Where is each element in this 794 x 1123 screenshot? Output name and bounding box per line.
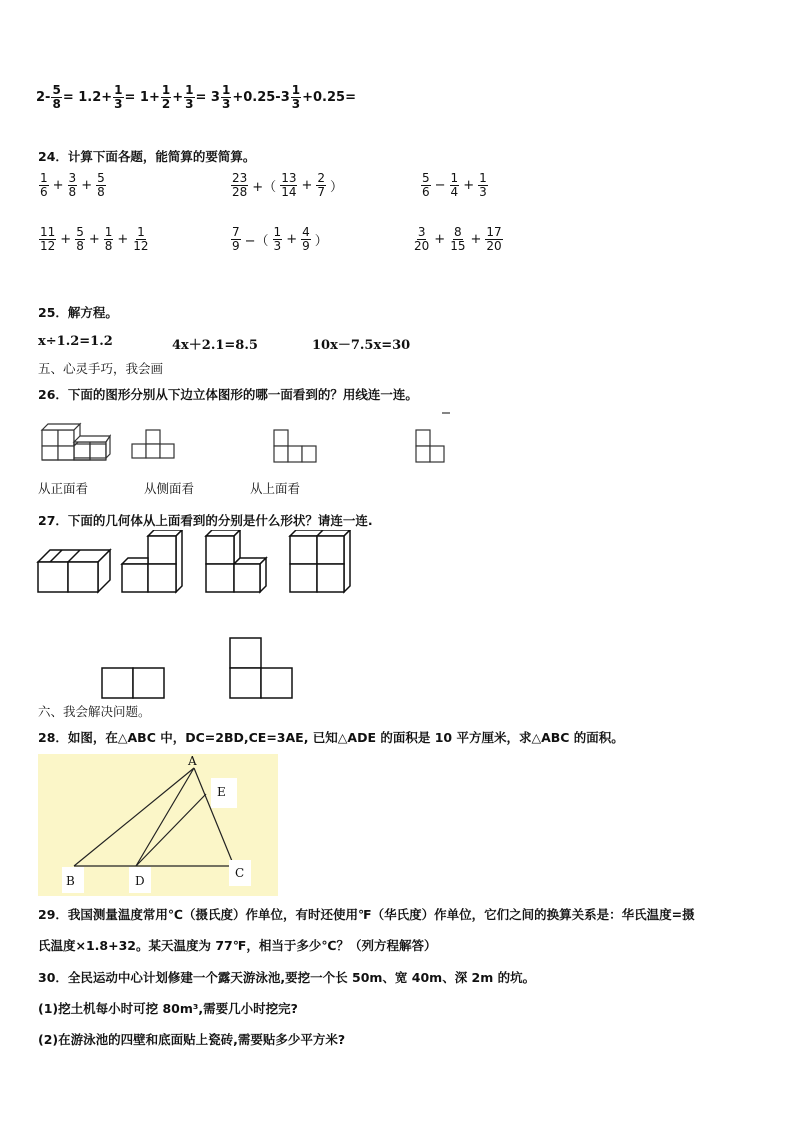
- expr-text: = 1+: [124, 90, 160, 105]
- section-6-heading: 六、我会解决问题。: [38, 704, 151, 719]
- q26-label-side: 从侧面看: [144, 481, 195, 496]
- q28-triangle-diagram: [38, 754, 278, 896]
- fraction: $\frac{1}{3}$: [291, 83, 301, 111]
- expr-text: +0.25=: [302, 90, 356, 105]
- vertex-label-e: E: [217, 785, 226, 799]
- q26-view-2: [274, 430, 316, 462]
- line-ab: [74, 768, 194, 866]
- q27-solid-4: [290, 530, 350, 592]
- q27-solids: [36, 530, 366, 600]
- q25-title: 25．解方程。: [38, 305, 118, 320]
- line-ad: [136, 768, 194, 866]
- q24-expr-4: $\frac{11}{12}$ + $\frac{5}{8}$ + $\frac{1}{8}$ + $\frac{1}{12}$: [40, 225, 149, 253]
- q26-solid-figure: [42, 424, 110, 460]
- vertex-label-a: A: [188, 754, 197, 768]
- section-5-heading: 五、心灵手巧，我会画: [38, 361, 164, 376]
- q27-view-l-shape: [230, 638, 292, 698]
- q24-expr-1: $\frac{1}{6}$ + $\frac{3}{8}$ + $\frac{5}{8}$: [40, 171, 105, 199]
- q27-solid-3: [206, 530, 266, 592]
- q26-title: 26．下面的图形分别从下边立体图形的哪一面看到的？用线连一连。: [38, 387, 418, 402]
- q24-title: 24．计算下面各题，能简算的要简算。: [38, 149, 256, 164]
- q26-label-top: 从上面看: [250, 481, 301, 496]
- q30-line-1: 30．全民运动中心计划修建一个露天游泳池,要挖一个长 50m、宽 40m、深 2m 的坑。: [38, 970, 536, 985]
- q27-view-two-squares: [102, 668, 164, 698]
- q26-figures: [38, 410, 458, 470]
- q25-equation-3: 10x－7.5x=30: [312, 338, 411, 353]
- q28-title: 28．如图，在△ABC 中，DC=2BD,CE=3AE, 已知△ADE 的面积是 10 平方厘米，求△ABC 的面积。: [38, 730, 624, 745]
- vertex-label-b: B: [66, 874, 75, 888]
- q27-top-views: [100, 636, 300, 702]
- fraction: $\frac{5}{8}$: [52, 83, 61, 111]
- q27-solid-1: [38, 550, 110, 592]
- line-de: [136, 794, 206, 866]
- expr-text: 2-: [36, 90, 51, 105]
- expr-text: = 3: [195, 90, 220, 105]
- q25-equation-2: 4x＋2.1=8.5: [172, 338, 258, 353]
- q24-expr-3: $\frac{5}{6}$ − $\frac{1}{4}$ + $\frac{1}{3}$: [422, 171, 487, 199]
- q26-label-front: 从正面看: [38, 481, 89, 496]
- q27-solid-2: [122, 530, 182, 592]
- q27-title: 27．下面的几何体从上面看到的分别是什么形状？请连一连.: [38, 513, 373, 528]
- vertex-label-c: C: [235, 866, 245, 880]
- q29-line-1: 29．我国测量温度常用℃（摄氏度）作单位，有时还使用℉（华氏度）作单位，它们之间的换算关系是：华氏温度=摄: [38, 907, 695, 922]
- q24-expr-6: $\frac{3}{20}$ + $\frac{8}{15}$ + $\frac{17}{20}$: [414, 225, 502, 253]
- fraction: $\frac{1}{3}$: [221, 83, 231, 111]
- q30-line-2: (1)挖土机每小时可挖 80m³,需要几小时挖完?: [38, 1001, 298, 1016]
- fraction: $\frac{1}{2}$: [161, 83, 171, 111]
- q26-view-1: [132, 430, 174, 458]
- vertex-label-d: D: [135, 874, 145, 888]
- q24-expr-2: $\frac{23}{28}$ +（ $\frac{13}{14}$ + $\frac{2}{7}$ ）: [232, 171, 344, 199]
- expr-text: = 1.2+: [62, 90, 113, 105]
- expr-text: +: [172, 90, 184, 105]
- q25-equation-1: x÷1.2=1.2: [38, 334, 113, 349]
- fraction: $\frac{1}{3}$: [114, 83, 123, 111]
- q29-line-2: 氏温度×1.8+32。某天温度为 77℉，相当于多少℃？（列方程解答）: [38, 938, 437, 953]
- fraction: $\frac{1}{3}$: [185, 83, 194, 111]
- q23-expression-line: [36, 84, 356, 111]
- q26-view-3: [416, 413, 450, 462]
- q30-line-3: (2)在游泳池的四壁和底面贴上瓷砖,需要贴多少平方米?: [38, 1032, 346, 1047]
- q24-expr-5: $\frac{7}{9}$ −（ $\frac{1}{3}$ + $\frac{4}{9}$ ）: [232, 225, 328, 253]
- expr-text: +0.25-3: [232, 90, 290, 105]
